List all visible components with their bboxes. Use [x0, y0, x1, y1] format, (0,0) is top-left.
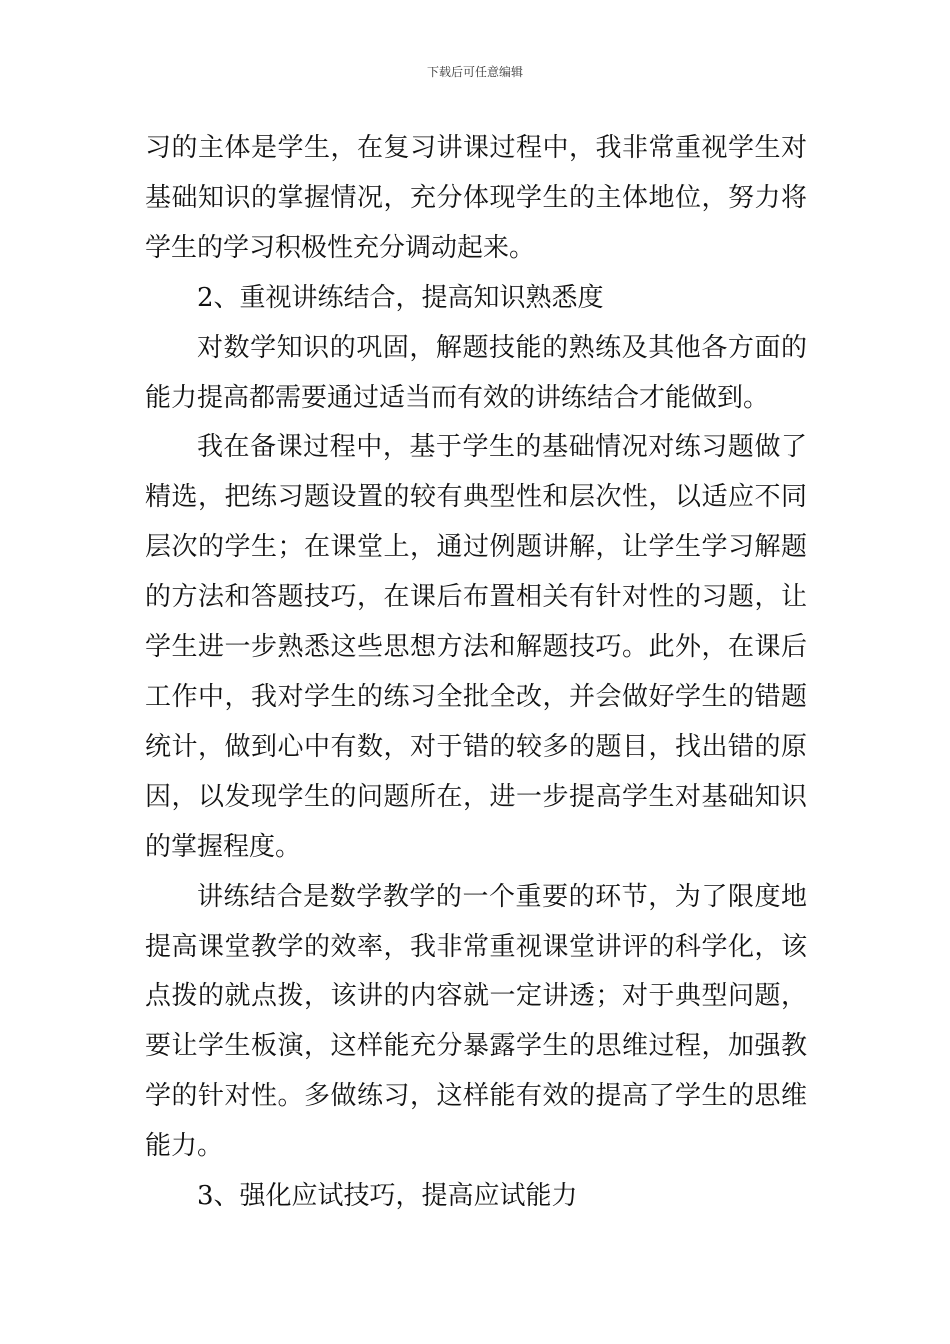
paragraph-continuation: 习的主体是学生，在复习讲课过程中，我非常重视学生对基础知识的掌握情况，充分体现学生的主体地位，努力将学生的学习积极性充分调动起来。 [145, 133, 807, 263]
paragraph: 对数学知识的巩固，解题技能的熟练及其他各方面的能力提高都需要通过适当而有效的讲练结合才能做到。 [145, 332, 807, 413]
paragraph: 我在备课过程中，基于学生的基础情况对练习题做了精选，把练习题设置的较有典型性和层次性，以适应不同层次的学生；在课堂上，通过例题讲解，让学生学习解题的方法和答题技巧，在课后布置相关有针对性的习题，让学生进一步熟悉这些思想方法和解题技巧。此外，在课后工作中，我对学生的练习全批全改，并会做好学生的错题统计，做到心中有数，对于错的较多的题目，找出错的原因，以发现学生的问题所在，进一步提高学生对基础知识的掌握程度。 [145, 432, 807, 862]
document-body [145, 124, 807, 1222]
section-heading-2: 2、重视讲练结合，提高知识熟悉度 [197, 282, 604, 313]
page-header: 下载后可任意编辑 [426, 65, 523, 79]
paragraph: 讲练结合是数学教学的一个重要的环节，为了限度地提高课堂教学的效率，我非常重视课堂讲评的科学化，该点拨的就点拨，该讲的内容就一定讲透；对于典型问题，要让学生板演，这样能充分暴露学生的思维过程，加强教学的针对性。多做练习，这样能有效的提高了学生的思维能力。 [145, 881, 807, 1162]
section-heading-3: 3、强化应试技巧，提高应试能力 [197, 1181, 578, 1212]
